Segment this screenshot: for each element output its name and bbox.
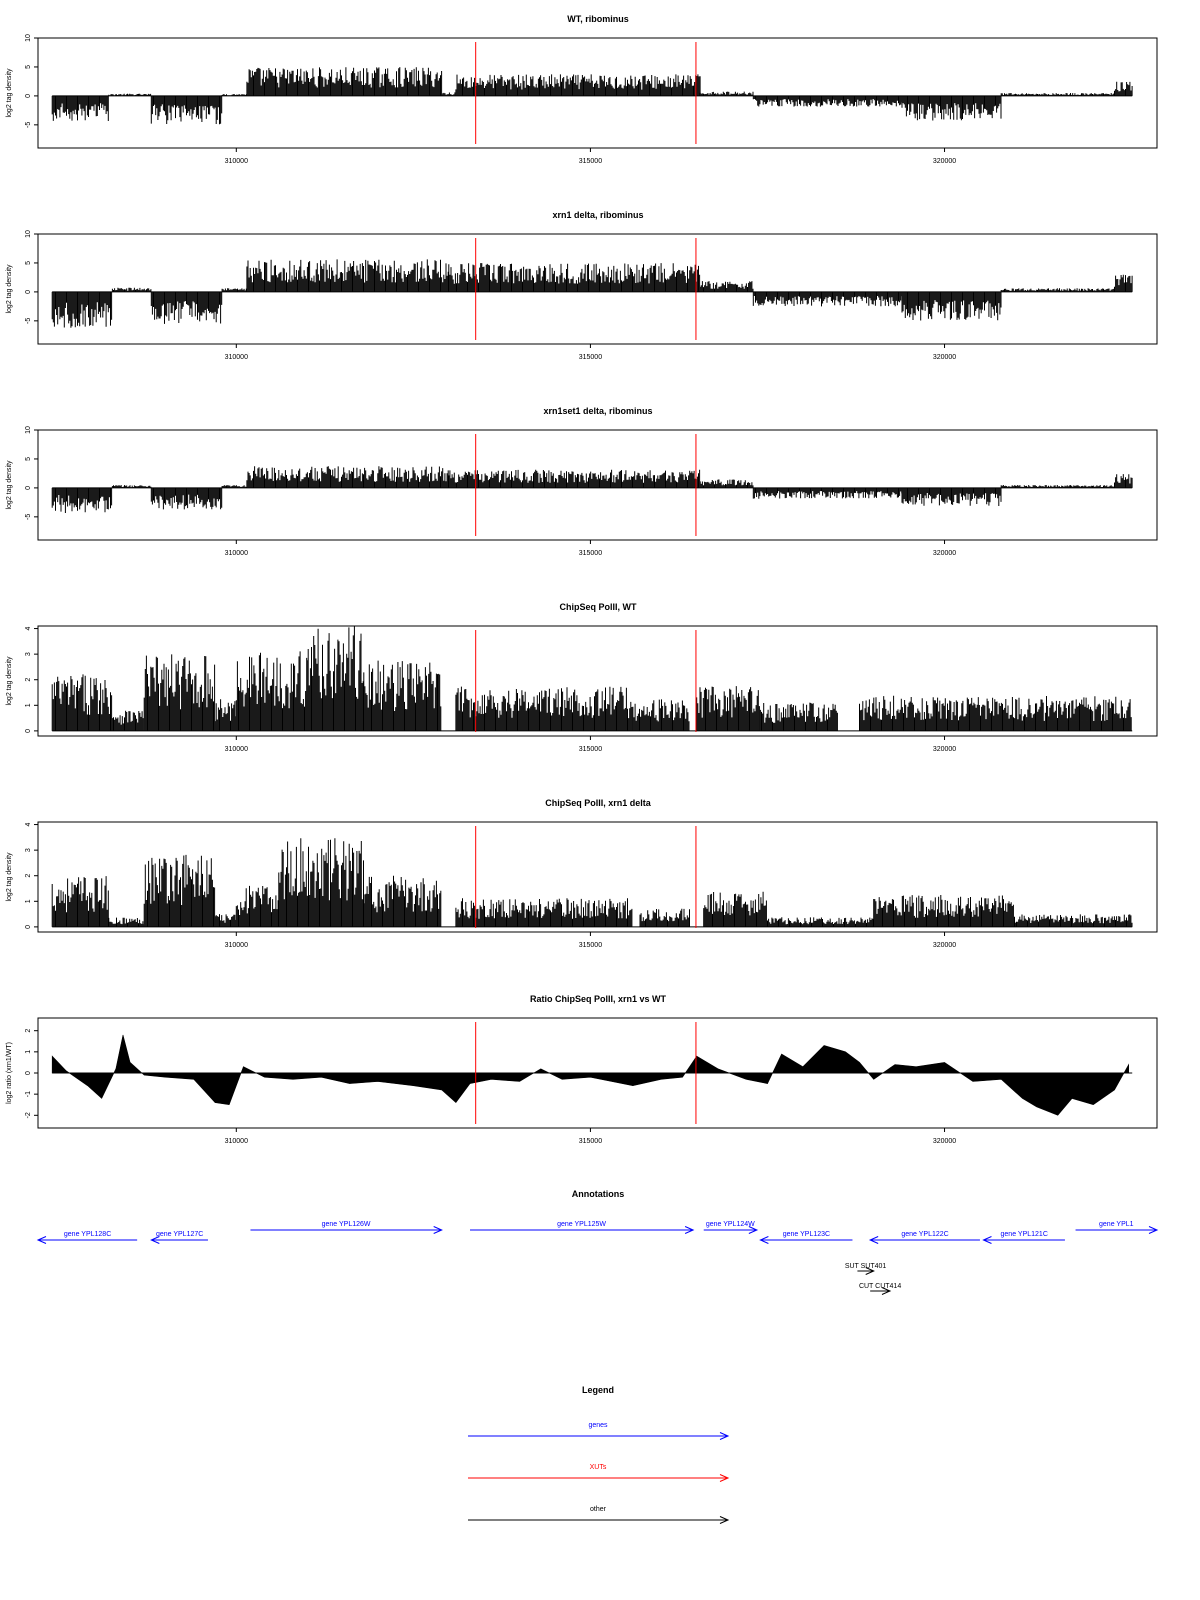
data-marks	[52, 626, 1131, 731]
density-segment-6	[449, 470, 700, 488]
y-tick-label: -5	[25, 121, 32, 128]
density-segment-6	[442, 92, 455, 96]
y-axis-label: log2 tag density	[6, 852, 13, 902]
density-segment-7	[700, 281, 753, 292]
y-axis-label: log2 ratio (xrn1/WT)	[6, 1042, 13, 1104]
y-tick-label: 10	[25, 34, 32, 42]
legend-label: other	[590, 1506, 606, 1513]
y-tick-label: -5	[25, 317, 32, 324]
x-tick-label: 320000	[932, 354, 957, 361]
density-segment-9	[902, 292, 1001, 321]
y-tick-label: 4	[25, 822, 32, 827]
density-segment-4	[222, 288, 246, 292]
density-segment-10	[1001, 288, 1114, 292]
density-segment-4	[215, 699, 236, 731]
x-tick-label: 310000	[224, 1138, 248, 1145]
density-segment-7	[364, 876, 441, 927]
gene-arrow-5	[704, 1221, 757, 1234]
density-segment-2	[112, 288, 150, 292]
y-tick-label: 2	[25, 873, 32, 878]
x-tick-label: 315000	[578, 158, 603, 165]
panel-title: ChipSeq PolII, WT	[559, 602, 637, 612]
density-segment-5	[236, 886, 278, 927]
density-segment-12	[1115, 82, 1133, 96]
density-segment-3	[151, 488, 221, 510]
panel-title: Ratio ChipSeq PolII, xrn1 vs WT	[529, 994, 667, 1004]
x-tick-label: 310000	[224, 942, 248, 949]
density-segment-11	[768, 917, 874, 927]
gene-arrow-3	[250, 1221, 441, 1234]
data-marks	[52, 259, 1132, 327]
density-segment-2	[109, 918, 144, 927]
legend-item-other	[468, 1506, 728, 1524]
chart-panel-4	[6, 602, 1157, 753]
density-segment-3	[144, 654, 214, 731]
chart-panel-6	[6, 994, 1157, 1145]
y-axis-label: log2 tag density	[6, 656, 13, 706]
density-segment-6	[279, 838, 364, 927]
y-tick-label: 0	[25, 93, 32, 98]
density-segment-8	[456, 898, 632, 927]
y-tick-label: 5	[25, 64, 32, 69]
density-segment-3	[144, 855, 214, 927]
y-tick-label: 5	[25, 456, 32, 461]
data-marks	[52, 1035, 1129, 1115]
chart-panel-1	[6, 14, 1157, 165]
other-feature-arrow-1	[845, 1263, 887, 1275]
density-segment-1	[52, 96, 108, 121]
gene-label: gene YPL126W	[321, 1221, 371, 1228]
y-tick-label: 0	[25, 289, 32, 294]
legend-label: genes	[588, 1422, 608, 1429]
annotations-title: Annotations	[571, 1189, 625, 1199]
y-tick-label: 5	[25, 260, 32, 265]
gene-arrow-8	[983, 1231, 1064, 1244]
gene-label: gene YPL128C	[63, 1231, 112, 1238]
gene-arrow-6	[760, 1231, 852, 1244]
density-segment-5	[247, 466, 448, 488]
x-tick-label: 320000	[932, 1138, 957, 1145]
panel-title: WT, ribominus	[567, 14, 629, 24]
legend-items	[468, 1422, 728, 1524]
legend	[468, 1385, 728, 1524]
density-segment-1	[52, 488, 111, 513]
y-tick-label: 1	[25, 1049, 32, 1054]
gene-arrow-7	[870, 1231, 980, 1244]
y-tick-label: -5	[25, 513, 32, 520]
legend-item-XUTs	[468, 1464, 728, 1482]
density-segment-8	[700, 92, 753, 96]
other-feature-label: SUT SUT401	[844, 1263, 887, 1270]
x-tick-label: 320000	[932, 942, 957, 949]
density-segment-5	[236, 651, 306, 731]
gene-arrow-4	[470, 1221, 693, 1234]
density-segment-7	[700, 479, 753, 488]
chart-panel-2	[6, 210, 1157, 361]
x-tick-label: 310000	[224, 158, 248, 165]
y-tick-label: 4	[25, 626, 32, 631]
density-segment-3	[151, 96, 221, 124]
gene-label: gene YPL124W	[705, 1221, 755, 1228]
density-segment-11	[1115, 474, 1133, 488]
x-tick-label: 315000	[578, 746, 603, 753]
y-tick-label: 2	[25, 1028, 32, 1033]
x-tick-label: 310000	[224, 746, 248, 753]
density-segment-1	[52, 674, 111, 731]
panel-title: xrn1set1 delta, ribominus	[543, 406, 653, 416]
density-segment-4	[215, 914, 236, 927]
y-tick-label: 3	[25, 848, 32, 853]
panel-title: xrn1 delta, ribominus	[552, 210, 644, 220]
density-segment-8	[753, 292, 902, 307]
y-tick-label: 0	[25, 1071, 32, 1075]
density-segment-8	[456, 687, 632, 731]
chart-panel-5	[6, 798, 1157, 949]
chart-panels	[6, 14, 1157, 1145]
density-segment-6	[449, 263, 700, 292]
x-tick-label: 315000	[578, 354, 603, 361]
gene-arrow-2	[151, 1231, 208, 1244]
other-feature-arrow-2	[859, 1283, 901, 1295]
density-segment-2	[112, 711, 143, 731]
y-tick-label: 0	[25, 728, 32, 733]
y-tick-label: 0	[25, 485, 32, 490]
density-segment-3	[151, 292, 221, 324]
gene-label: gene YPL122C	[901, 1231, 949, 1238]
x-tick-label: 320000	[932, 158, 957, 165]
density-segment-1	[52, 876, 108, 927]
y-tick-label: 10	[25, 426, 32, 434]
y-tick-label: 0	[25, 924, 32, 929]
data-marks	[52, 466, 1132, 513]
gene-label: gene YPL121C	[1000, 1231, 1048, 1238]
density-segment-6	[307, 626, 363, 731]
density-segment-1	[52, 292, 111, 328]
ratio-area	[52, 1035, 1129, 1115]
density-segment-5	[247, 259, 448, 292]
y-axis-label: log2 tag density	[6, 264, 13, 314]
x-tick-label: 315000	[578, 550, 603, 557]
gene-label: gene YPL125W	[557, 1221, 607, 1228]
gene-arrow-9	[1076, 1221, 1157, 1234]
density-segment-10	[704, 892, 767, 927]
annotation-items	[38, 1221, 1157, 1295]
density-segment-12	[874, 895, 1015, 927]
y-tick-label: 3	[25, 652, 32, 657]
density-segment-10	[902, 96, 1001, 121]
density-segment-7	[364, 661, 441, 731]
density-segment-12	[860, 696, 1132, 731]
y-tick-label: 1	[25, 899, 32, 904]
density-segment-9	[753, 96, 902, 107]
gene-label: gene YPL127C	[155, 1231, 204, 1238]
legend-label: XUTs	[589, 1464, 607, 1471]
x-tick-label: 310000	[224, 354, 248, 361]
y-tick-label: 10	[25, 230, 32, 238]
density-segment-9	[640, 909, 690, 927]
density-segment-5	[247, 67, 442, 96]
x-tick-label: 320000	[932, 746, 957, 753]
gene-label: gene YPL123C	[782, 1231, 831, 1238]
y-tick-label: 1	[25, 703, 32, 708]
density-segment-8	[753, 488, 902, 499]
gene-arrow-1	[38, 1231, 137, 1244]
y-tick-label: -1	[25, 1091, 32, 1098]
y-tick-label: 2	[25, 677, 32, 682]
density-segment-9	[902, 488, 1001, 506]
y-axis-label: log2 tag density	[6, 460, 13, 510]
panel-title: ChipSeq PolII, xrn1 delta	[545, 798, 651, 808]
density-segment-13	[1015, 914, 1132, 927]
density-segment-9	[633, 699, 689, 731]
data-marks	[52, 838, 1132, 927]
density-segment-10	[697, 686, 760, 731]
annotation-track	[38, 1189, 1157, 1295]
legend-item-genes	[468, 1422, 728, 1440]
other-feature-label: CUT CUT414	[858, 1283, 902, 1290]
density-segment-7	[456, 74, 700, 96]
density-segment-11	[760, 703, 837, 731]
chart-panel-3	[6, 406, 1157, 557]
density-segment-11	[1115, 275, 1133, 292]
y-tick-label: -2	[25, 1112, 32, 1119]
legend-title: Legend	[581, 1385, 615, 1395]
gene-label: gene YPL1	[1099, 1221, 1134, 1228]
x-tick-label: 315000	[578, 1138, 603, 1145]
y-axis-label: log2 tag density	[6, 68, 13, 118]
x-tick-label: 315000	[578, 942, 603, 949]
x-tick-label: 320000	[932, 550, 957, 557]
x-tick-label: 310000	[224, 550, 248, 557]
